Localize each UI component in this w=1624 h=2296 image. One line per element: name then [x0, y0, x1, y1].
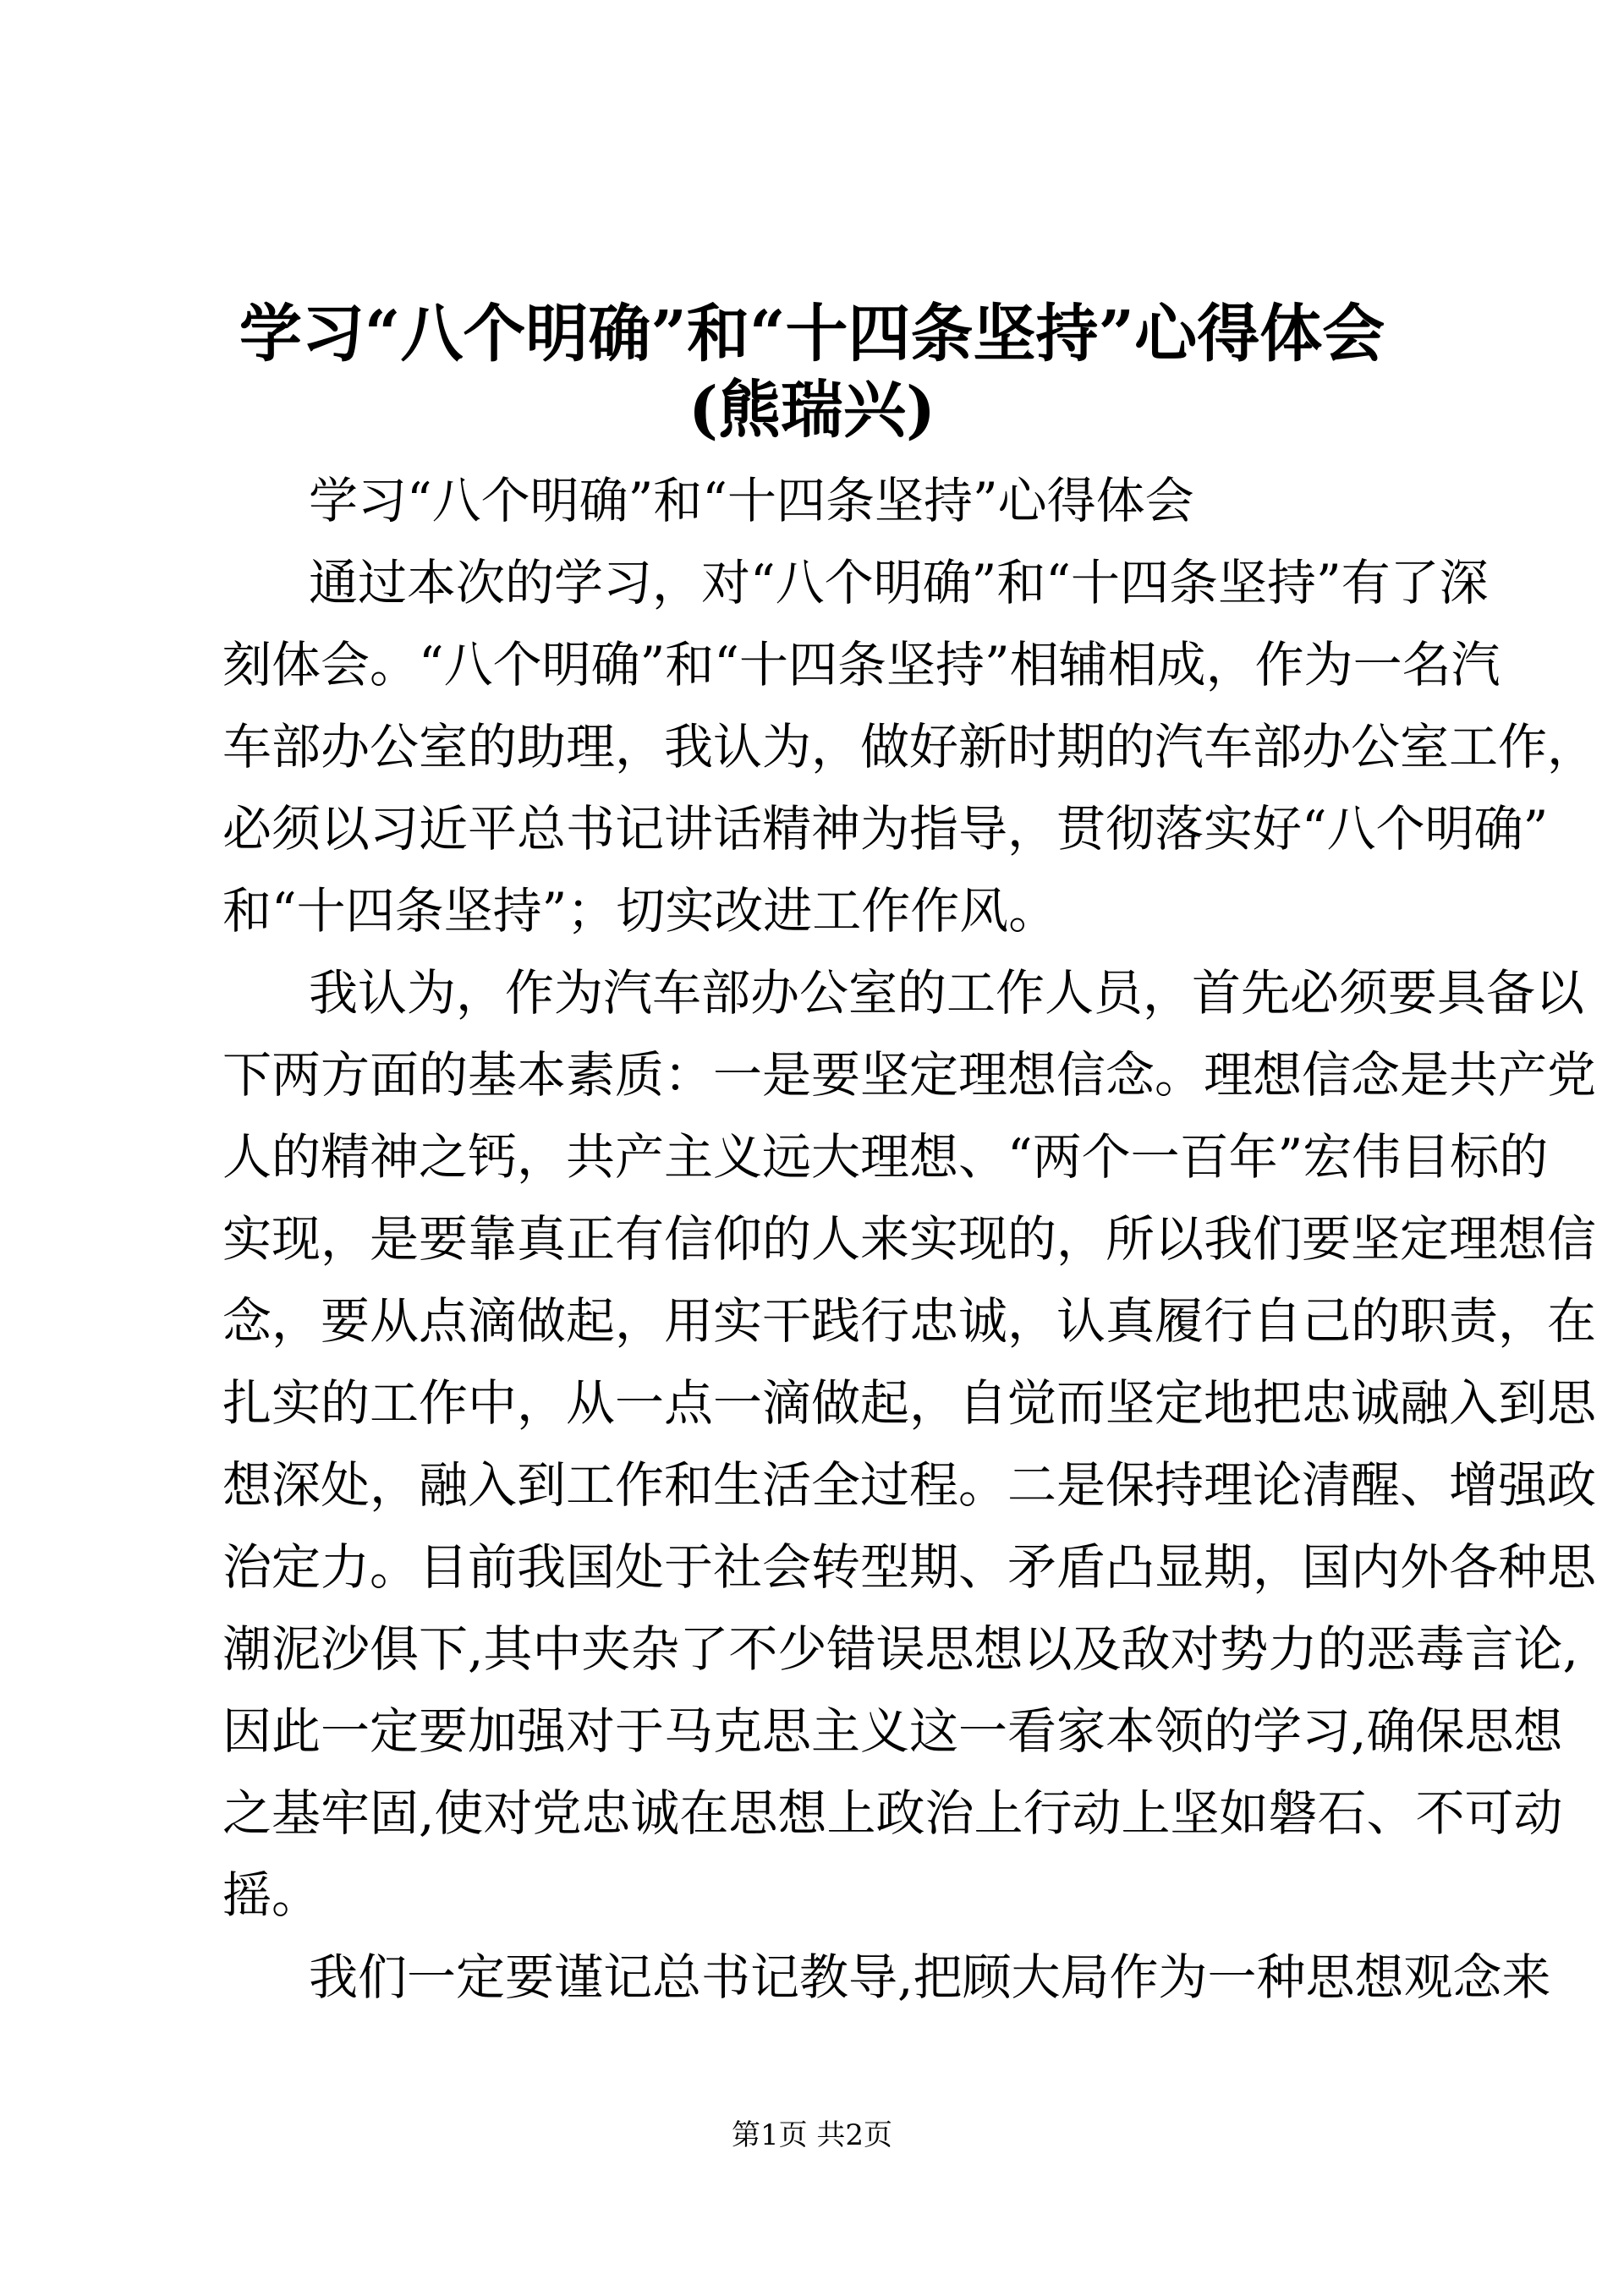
body-line: 人的精神之钙，共产主义远大理想、“两个一百年”宏伟目标的	[222, 1128, 1549, 1186]
body-line: 之基牢固,使对党忠诚在思想上政治上行动上坚如磐石、不可动	[222, 1784, 1563, 1842]
body-line: 必须以习近平总书记讲话精神为指导，贯彻落实好“八个明确”	[222, 800, 1549, 858]
body-line: 念，要从点滴做起，用实干践行忠诚，认真履行自己的职责，在	[222, 1292, 1597, 1350]
body-line: 车部办公室的助理，我认为，做好新时期的汽车部办公室工作，	[222, 718, 1597, 775]
body-line: 因此一定要加强对于马克思主义这一看家本领的学习,确保思想	[222, 1702, 1563, 1760]
body-line: 摇。	[222, 1866, 321, 1924]
document-subtitle: (熊瑞兴)	[688, 374, 936, 447]
body-line: 和“十四条坚持”；切实改进工作作风。	[222, 882, 1058, 940]
page-number: 第1页 共2页	[731, 2118, 893, 2152]
body-line: 通过本次的学习，对“八个明确”和“十四条坚持”有了深	[309, 554, 1489, 611]
document-title: 学习“八个明确”和“十四条坚持”心得体会	[239, 298, 1385, 370]
body-line: 扎实的工作中，从一点一滴做起，自觉而坚定地把忠诚融入到思	[222, 1374, 1597, 1432]
body-line: 想深处，融入到工作和生活全过程。二是保持理论清醒、增强政	[222, 1456, 1597, 1514]
body-line: 治定力。目前我国处于社会转型期、矛盾凸显期，国内外各种思	[222, 1538, 1597, 1596]
body-line: 我们一定要谨记总书记教导,把顾大局作为一种思想观念来	[309, 1948, 1551, 2006]
body-line: 实现，是要靠真正有信仰的人来实现的，所以我们要坚定理想信	[222, 1210, 1597, 1268]
body-line: 下两方面的基本素质：一是要坚定理想信念。理想信念是共产党	[222, 1046, 1597, 1104]
body-line: 潮泥沙俱下,其中夹杂了不少错误思想以及敌对势力的恶毒言论,	[222, 1620, 1578, 1678]
body-line: 我认为，作为汽车部办公室的工作人员，首先必须要具备以	[309, 964, 1585, 1022]
body-line: 刻体会。“八个明确”和“十四条坚持”相辅相成，作为一名汽	[222, 636, 1501, 693]
body-line: 学习“八个明确”和“十四条坚持”心得体会	[309, 472, 1194, 529]
